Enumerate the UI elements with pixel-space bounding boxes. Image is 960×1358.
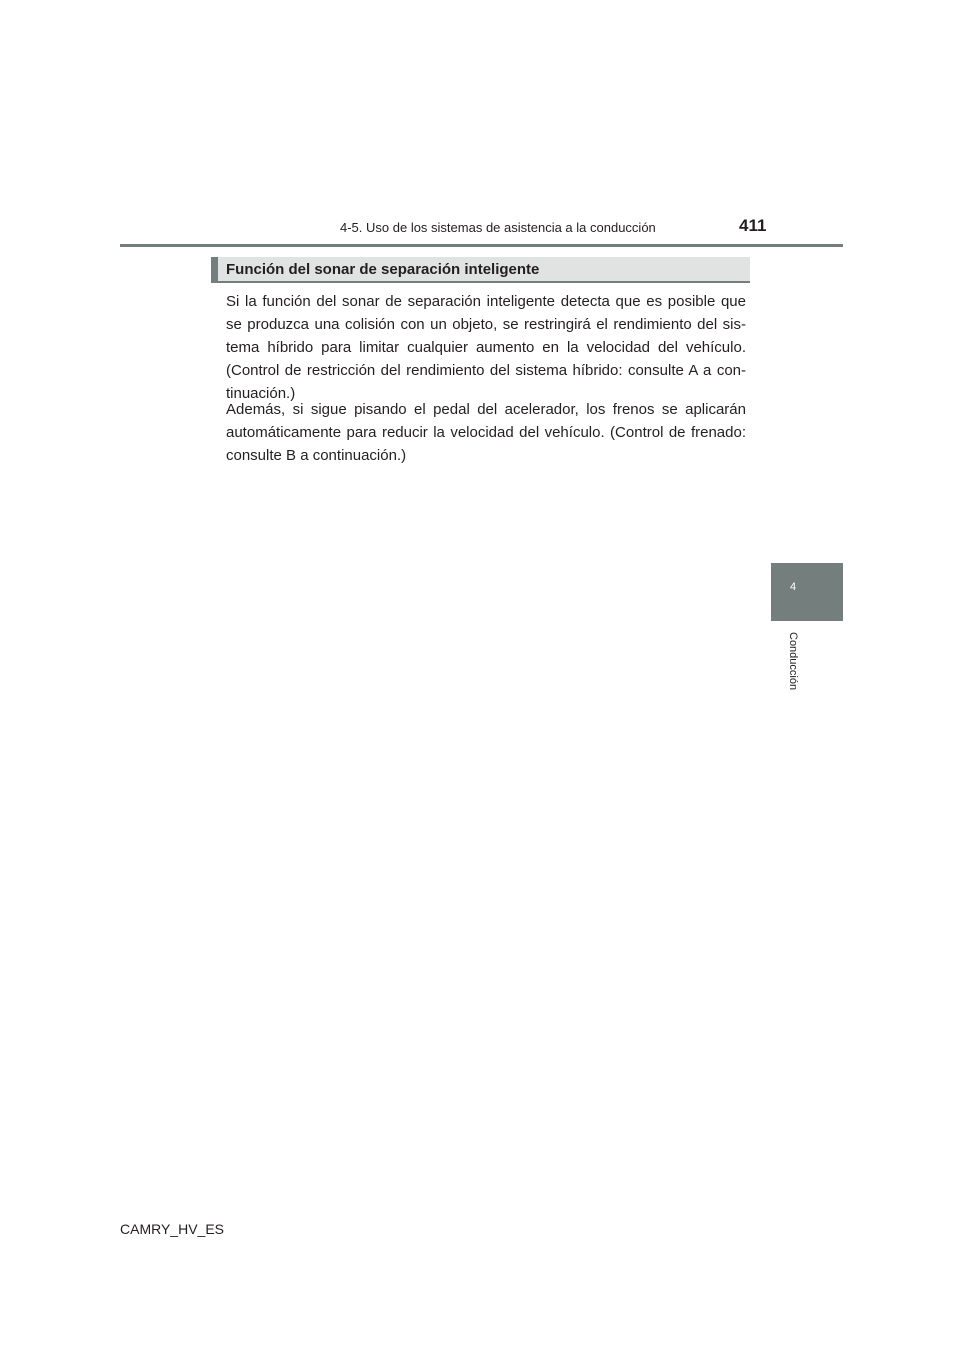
page-number: 411 xyxy=(739,216,767,235)
running-header-chapter-title: 4-5. Uso de los sistemas de asistencia a la conducción xyxy=(340,220,656,235)
chapter-tab-number: 4 xyxy=(790,581,797,593)
body-paragraph-2: Además, si sigue pisando el pedal del acelerador, los frenos se aplicarán automáticamente para reducir la velocidad del vehículo. (Control de frenado: consulte B a continuación.) xyxy=(226,401,746,464)
section-heading-text: Función del sonar de separación inteligente xyxy=(226,261,540,278)
body-paragraph-1: Si la función del sonar de separación inteligente detecta que es posible que se produzca una colisión con un objeto, se restringirá el rendimiento del sis-tema híbrido para limitar cualquier aumento en la velocidad del vehículo. (Control de restricción del rendimiento del sistema híbrido: consulte A a con-tinuación.) xyxy=(226,293,746,402)
footer-document-code: CAMRY_HV_ES xyxy=(120,1221,225,1237)
header-divider xyxy=(120,244,843,247)
section-heading-box xyxy=(211,257,750,283)
chapter-tab xyxy=(771,563,843,621)
heading-accent-bar xyxy=(211,257,218,281)
chapter-side-label: Conducción xyxy=(787,632,799,691)
